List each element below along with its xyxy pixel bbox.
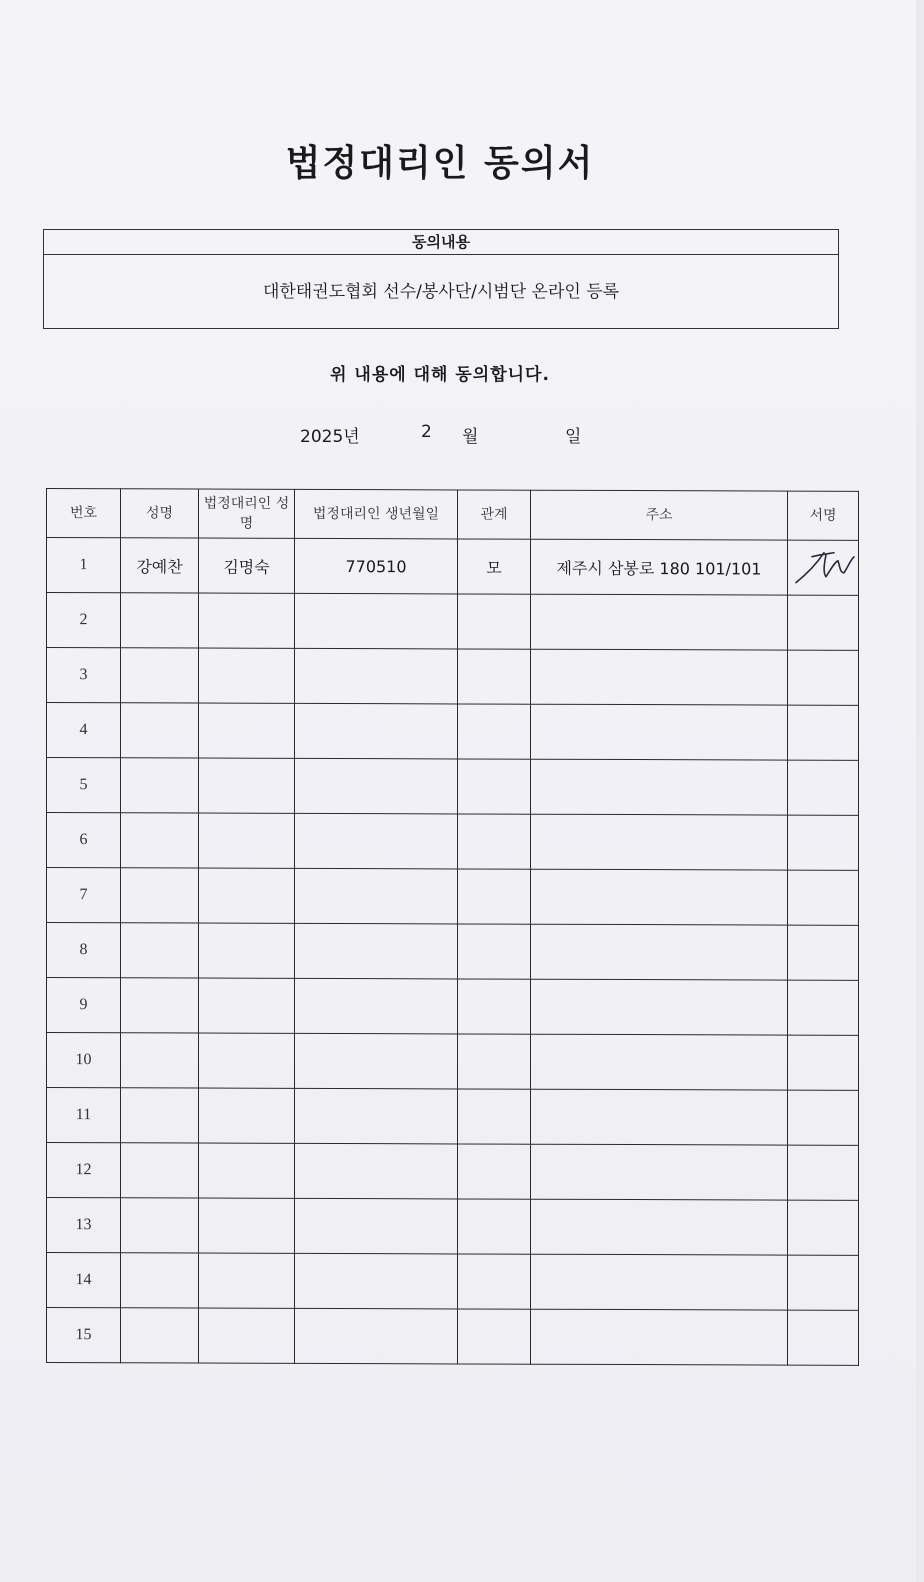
row-guardian-name xyxy=(199,593,295,648)
table-row xyxy=(47,538,859,596)
row-address xyxy=(531,1089,788,1145)
table-row xyxy=(47,593,859,651)
row-relation xyxy=(458,814,531,869)
row-relation xyxy=(458,1089,531,1144)
header-signature: 서명 xyxy=(788,491,859,540)
row-signature xyxy=(788,1200,859,1255)
row-guardian-birth: 770510 xyxy=(295,538,458,594)
row-address xyxy=(531,814,788,870)
header-name: 성명 xyxy=(121,489,199,538)
row-address xyxy=(531,594,788,650)
row-number: 8 xyxy=(47,923,121,978)
row-guardian-birth xyxy=(295,1198,458,1254)
row-player-name xyxy=(121,593,199,648)
table-row xyxy=(47,868,859,926)
row-relation xyxy=(458,1144,531,1199)
table-row xyxy=(47,1088,859,1146)
row-number: 15 xyxy=(47,1308,121,1363)
row-guardian-name xyxy=(199,703,295,758)
agree-statement: 위 내용에 대해 동의합니다. xyxy=(330,365,550,385)
row-guardian-name xyxy=(199,813,295,868)
row-player-name xyxy=(121,1143,199,1198)
table-row xyxy=(47,1308,859,1366)
row-signature xyxy=(788,925,859,980)
row-guardian-birth xyxy=(295,1308,458,1364)
row-relation xyxy=(458,1309,531,1364)
header-guardian-name: 법정대리인 성명 xyxy=(199,489,295,538)
row-guardian-birth xyxy=(295,868,458,924)
row-address xyxy=(531,1254,788,1310)
row-address xyxy=(531,924,788,980)
header-number: 번호 xyxy=(47,489,121,538)
table-row xyxy=(47,1033,859,1091)
row-guardian-name xyxy=(199,868,295,923)
date-month-label: 월 xyxy=(462,427,479,447)
row-guardian-birth xyxy=(295,1253,458,1309)
row-relation xyxy=(458,869,531,924)
row-guardian-birth xyxy=(295,1088,458,1144)
row-signature xyxy=(788,1310,859,1365)
row-number: 9 xyxy=(47,978,121,1033)
row-guardian-name xyxy=(199,648,295,703)
row-player-name xyxy=(121,1308,199,1363)
row-guardian-name xyxy=(199,1088,295,1143)
row-address xyxy=(531,979,788,1035)
row-relation xyxy=(458,924,531,979)
row-guardian-birth xyxy=(295,758,458,814)
table-row xyxy=(47,1143,859,1201)
row-address: 제주시 삼봉로 180 101/101 xyxy=(531,539,788,595)
row-number: 2 xyxy=(47,593,121,648)
row-signature xyxy=(788,705,859,760)
table-row xyxy=(47,923,859,981)
row-player-name xyxy=(121,703,199,758)
row-player-name xyxy=(121,648,199,703)
date-month: 2 xyxy=(421,422,432,442)
row-number: 14 xyxy=(47,1253,121,1308)
row-guardian-name: 김명숙 xyxy=(199,538,295,593)
row-guardian-birth xyxy=(295,593,458,649)
row-address xyxy=(531,1309,788,1365)
row-player-name xyxy=(121,978,199,1033)
row-address xyxy=(531,1144,788,1200)
row-guardian-name xyxy=(199,1253,295,1308)
row-player-name xyxy=(121,1198,199,1253)
row-guardian-birth xyxy=(295,978,458,1034)
row-relation xyxy=(458,649,531,704)
row-address xyxy=(531,869,788,925)
row-relation xyxy=(458,704,531,759)
table-row xyxy=(47,758,859,816)
table-row xyxy=(47,978,859,1036)
row-guardian-birth xyxy=(295,813,458,869)
row-number: 7 xyxy=(47,868,121,923)
row-signature xyxy=(788,540,859,595)
document-title: 법정대리인 동의서 xyxy=(285,143,595,184)
row-number: 4 xyxy=(47,703,121,758)
row-guardian-name xyxy=(199,1308,295,1363)
row-relation xyxy=(458,759,531,814)
row-guardian-name xyxy=(199,978,295,1033)
row-relation xyxy=(458,1254,531,1309)
header-guardian-birth: 법정대리인 생년월일 xyxy=(295,489,458,539)
table-header-row xyxy=(47,489,859,541)
table-row xyxy=(47,1198,859,1256)
row-relation xyxy=(458,1199,531,1254)
row-relation: 모 xyxy=(458,539,531,594)
row-signature xyxy=(788,980,859,1035)
row-address xyxy=(531,1199,788,1255)
row-relation xyxy=(458,1034,531,1089)
row-signature xyxy=(788,1255,859,1310)
row-number: 13 xyxy=(47,1198,121,1253)
row-relation xyxy=(458,979,531,1034)
row-address xyxy=(531,649,788,705)
row-player-name xyxy=(121,923,199,978)
row-player-name xyxy=(121,868,199,923)
row-player-name xyxy=(121,1088,199,1143)
row-guardian-name xyxy=(199,758,295,813)
row-number: 11 xyxy=(47,1088,121,1143)
row-address xyxy=(531,759,788,815)
row-number: 5 xyxy=(47,758,121,813)
row-signature xyxy=(788,815,859,870)
row-guardian-name xyxy=(199,1198,295,1253)
row-signature xyxy=(788,1145,859,1200)
row-number: 1 xyxy=(47,538,121,593)
row-player-name xyxy=(121,758,199,813)
row-number: 3 xyxy=(47,648,121,703)
table-row xyxy=(47,703,859,761)
row-guardian-birth xyxy=(295,703,458,759)
row-number: 10 xyxy=(47,1033,121,1088)
row-signature xyxy=(788,595,859,650)
table-row xyxy=(47,813,859,871)
row-player-name xyxy=(121,813,199,868)
row-number: 12 xyxy=(47,1143,121,1198)
row-guardian-birth xyxy=(295,648,458,704)
row-guardian-birth xyxy=(295,1143,458,1199)
guardian-registration-table xyxy=(46,488,859,1366)
row-signature xyxy=(788,870,859,925)
date-year: 2025년 xyxy=(300,427,360,447)
row-signature xyxy=(788,760,859,815)
row-guardian-name xyxy=(199,1143,295,1198)
table-row xyxy=(47,1253,859,1311)
row-relation xyxy=(458,594,531,649)
row-signature xyxy=(788,1090,859,1145)
row-number: 6 xyxy=(47,813,121,868)
header-relation: 관계 xyxy=(458,490,531,539)
consent-header: 동의내용 xyxy=(44,230,838,255)
row-guardian-birth xyxy=(295,1033,458,1089)
row-guardian-birth xyxy=(295,923,458,979)
handwritten-signature xyxy=(790,545,860,591)
row-guardian-name xyxy=(199,1033,295,1088)
consent-body: 대한태권도협회 선수/봉사단/시범단 온라인 등록 xyxy=(262,282,620,302)
consent-content-box xyxy=(43,229,839,329)
date-day-label: 일 xyxy=(565,427,582,447)
row-address xyxy=(531,704,788,760)
row-player-name: 강예찬 xyxy=(121,538,199,593)
row-signature xyxy=(788,1035,859,1090)
row-player-name xyxy=(121,1253,199,1308)
row-address xyxy=(531,1034,788,1090)
row-player-name xyxy=(121,1033,199,1088)
row-guardian-name xyxy=(199,923,295,978)
date-line xyxy=(0,422,880,448)
row-signature xyxy=(788,650,859,705)
header-address: 주소 xyxy=(531,490,788,540)
table-row xyxy=(47,648,859,706)
